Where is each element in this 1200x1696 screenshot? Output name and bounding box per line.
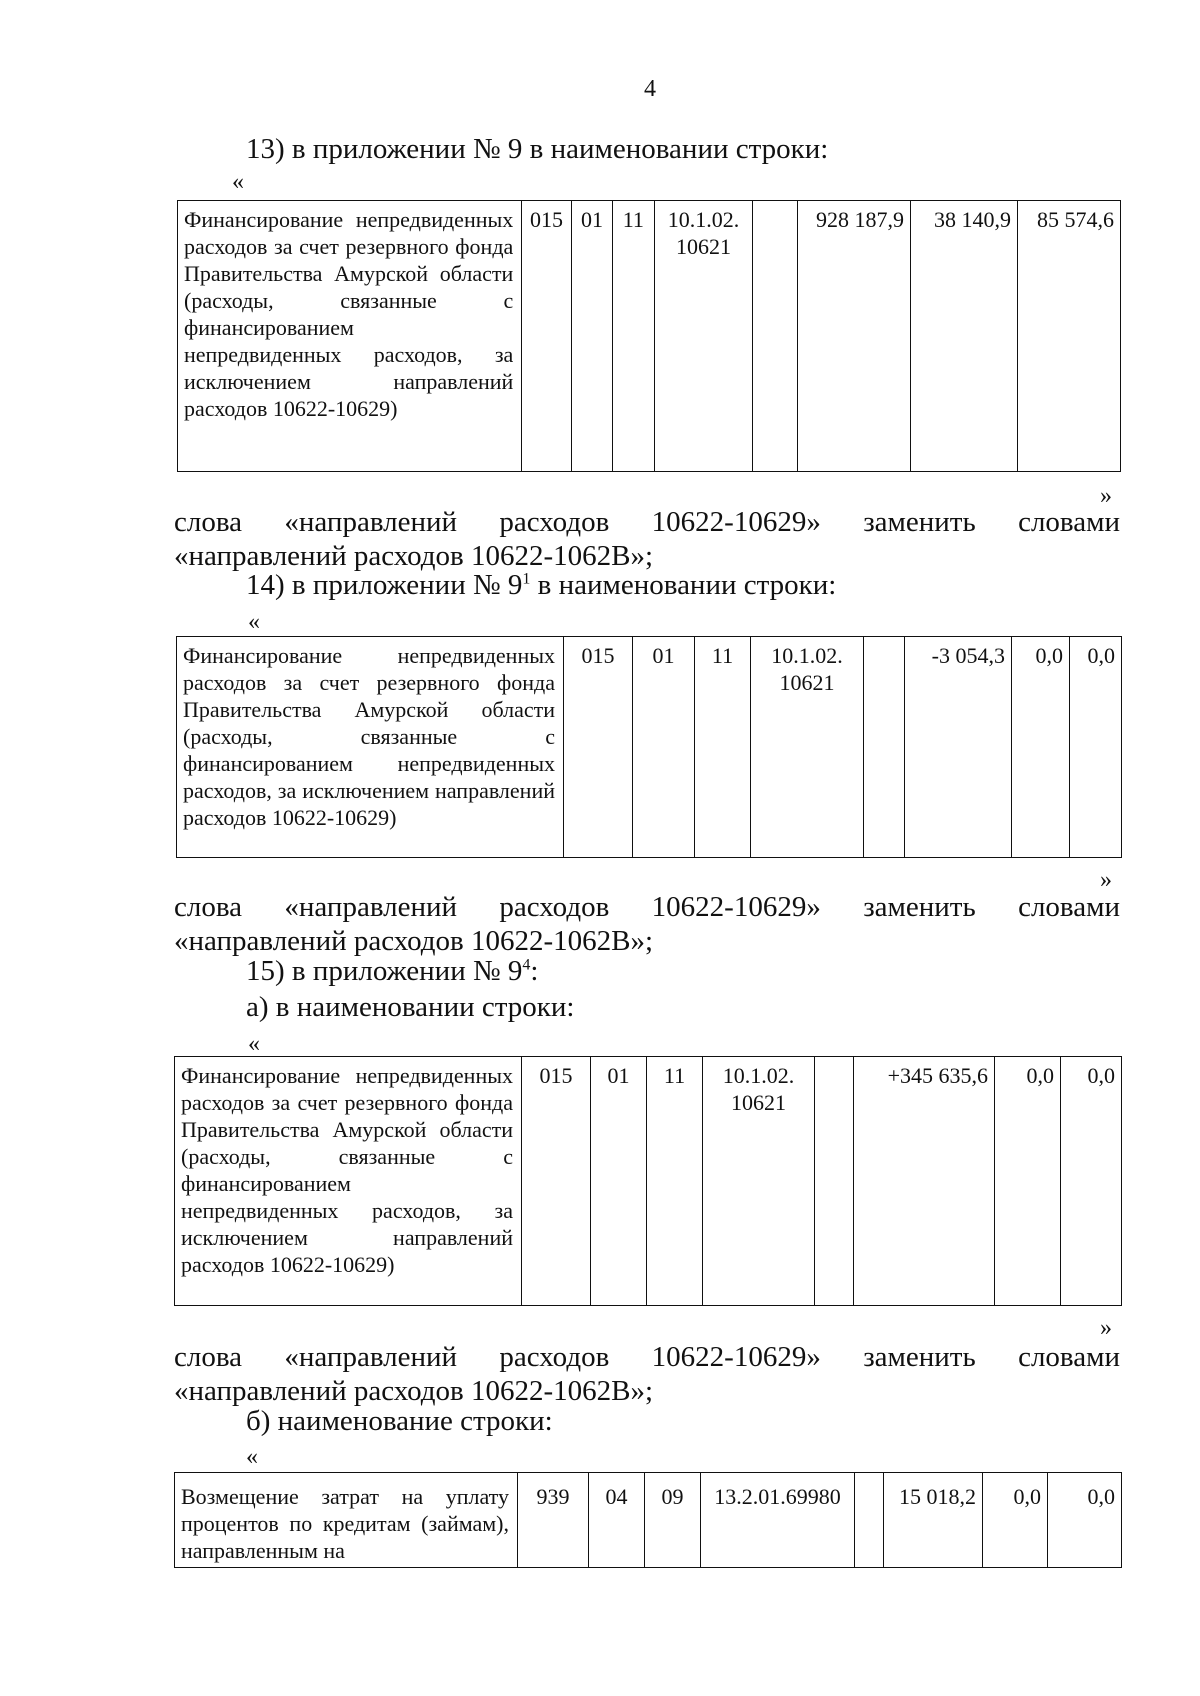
row-value-1: 15 018,2	[884, 1473, 983, 1568]
replacement-text: слова «направлений расходов 10622-10629» заменить словами «направлений расходов 10622-1062В»;	[174, 1341, 1120, 1407]
row-subsection: 09	[645, 1473, 701, 1568]
section-14-table	[176, 636, 1122, 858]
open-quote: «	[232, 169, 244, 195]
row-value-2: 38 140,9	[910, 201, 1017, 472]
row-section: 04	[589, 1473, 645, 1568]
close-quote: »	[1100, 867, 1112, 893]
row-value-3: 0,0	[1048, 1473, 1122, 1568]
section-15-sub-a: а) в наименовании строки:	[246, 991, 575, 1023]
row-code: 015	[564, 637, 633, 858]
section-15-heading: 15) в приложении № $9^4$:	[246, 955, 539, 987]
row-type	[855, 1473, 884, 1568]
row-value-3: 85 574,6	[1017, 201, 1120, 472]
row-value-1: 928 187,9	[797, 201, 910, 472]
row-name: Финансирование непредвиденных расходов за счет резервного фонда Правительства Амурской области (расходы, связанные с финансированием непредвиденных расходов, за исключением направлений расходов 10622-10629)	[177, 637, 564, 858]
section-14-heading: 14) в приложении № $9^1$ в наименовании строки:	[246, 569, 837, 601]
row-section: 01	[591, 1057, 647, 1306]
row-target: 13.2.01.69980	[701, 1473, 855, 1568]
table-row	[175, 1057, 1122, 1306]
row-code: 015	[522, 1057, 591, 1306]
row-name: Финансирование непредвиденных расходов за счет резервного фонда Правительства Амурской области (расходы, связанные с финансированием непредвиденных расходов, за исключением направлений расходов 10622-10629)	[175, 1057, 522, 1306]
table-row	[177, 637, 1122, 858]
row-type	[815, 1057, 854, 1306]
table-row	[178, 201, 1121, 472]
open-quote: «	[248, 609, 260, 635]
row-name: Финансирование непредвиденных расходов за счет резервного фонда Правительства Амурской области (расходы, связанные с финансированием непредвиденных расходов, за исключением направлений расходов 10622-10629)	[178, 201, 522, 472]
row-subsection: 11	[695, 637, 751, 858]
row-section: 01	[571, 201, 612, 472]
row-name: Возмещение затрат на уплату процентов по кредитам (займам), направленным на	[175, 1473, 518, 1568]
row-target: 10.1.02. 10621	[703, 1057, 815, 1306]
row-type	[864, 637, 905, 858]
row-value-3: 0,0	[1061, 1057, 1122, 1306]
close-quote: »	[1100, 1315, 1112, 1341]
section-13-heading: 13) в приложении № 9 в наименовании строки:	[246, 133, 829, 165]
row-code: 939	[518, 1473, 589, 1568]
row-subsection: 11	[647, 1057, 703, 1306]
page-number: 4	[644, 76, 656, 102]
open-quote: «	[248, 1031, 260, 1057]
section-13-table	[177, 200, 1121, 472]
row-type	[753, 201, 797, 472]
section-15-sub-b: б) наименование строки:	[246, 1405, 553, 1437]
row-target: 10.1.02. 10621	[654, 201, 753, 472]
row-value-1: -3 054,3	[905, 637, 1012, 858]
section-15-table-b	[174, 1472, 1122, 1568]
replacement-text: слова «направлений расходов 10622-10629» заменить словами «направлений расходов 10622-1062В»;	[174, 891, 1120, 957]
row-value-2: 0,0	[983, 1473, 1048, 1568]
section-15-table-a	[174, 1056, 1122, 1306]
row-value-2: 0,0	[1012, 637, 1070, 858]
row-section: 01	[633, 637, 695, 858]
close-quote: »	[1100, 483, 1112, 509]
row-code: 015	[522, 201, 571, 472]
row-subsection: 11	[613, 201, 654, 472]
row-value-2: 0,0	[995, 1057, 1061, 1306]
table-row	[175, 1473, 1122, 1568]
replacement-text: слова «направлений расходов 10622-10629» заменить словами «направлений расходов 10622-1062В»;	[174, 506, 1120, 572]
row-value-1: +345 635,6	[854, 1057, 995, 1306]
row-target: 10.1.02. 10621	[751, 637, 864, 858]
open-quote: «	[246, 1444, 258, 1470]
row-value-3: 0,0	[1070, 637, 1122, 858]
